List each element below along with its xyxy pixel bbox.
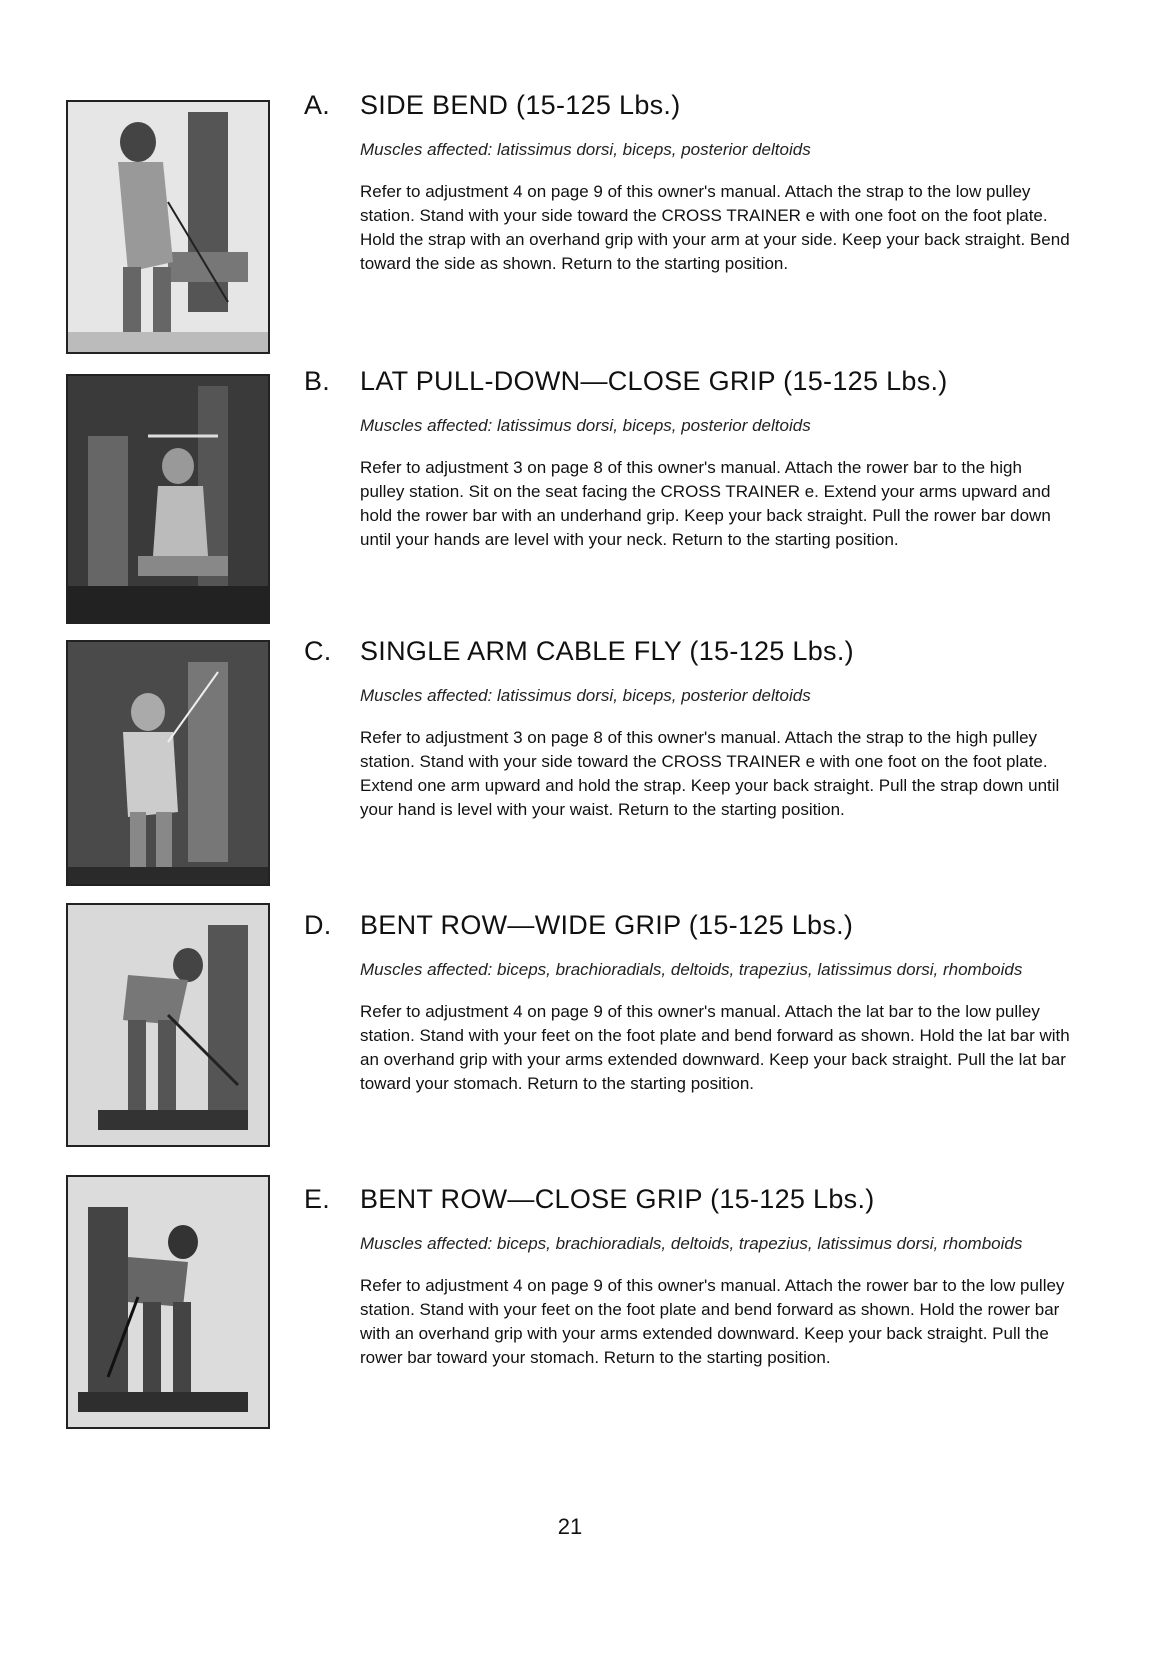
- photo-bent-row-close-grip: [66, 1175, 270, 1429]
- photo-lat-pull-down: [66, 374, 270, 624]
- muscles-affected: Muscles affected: latissimus dorsi, biceps, posterior deltoids: [360, 416, 811, 435]
- exercise-instructions: Refer to adjustment 4 on page 9 of this owner's manual. Attach the strap to the low pulley station. Stand with your side toward the CROSS TRAINER e with one foot on the foot plate. Hold the strap with an overhand grip with your arm at your side. Keep your back straight. Bend toward the side as shown. Return to the starting position.: [360, 182, 1070, 273]
- exercise-section-b: [304, 366, 1084, 552]
- exercise-letter: C.: [304, 636, 332, 666]
- muscles-affected: Muscles affected: biceps, brachioradials, deltoids, trapezius, latissimus dorsi, rhomboids: [360, 1234, 1023, 1253]
- photo-bent-row-wide-grip: [66, 903, 270, 1147]
- exercise-instructions: Refer to adjustment 3 on page 8 of this owner's manual. Attach the strap to the high pulley station. Stand with your side toward the CROSS TRAINER e with one foot on the foot plate. Extend one arm upward and hold the strap. Keep your back straight. Pull the strap down until your hand is level with your waist. Return to the starting position.: [360, 728, 1060, 819]
- exercise-heading: [304, 366, 1084, 406]
- exercise-title: BENT ROW—WIDE GRIP (15-125 Lbs.): [360, 910, 854, 940]
- muscles-affected: Muscles affected: latissimus dorsi, biceps, posterior deltoids: [360, 686, 811, 705]
- exercise-section-e: [304, 1184, 1084, 1370]
- exercise-letter: B.: [304, 366, 331, 396]
- page-number: 21: [557, 1514, 583, 1539]
- exercise-heading: [304, 90, 1084, 130]
- exercise-heading: [304, 636, 1084, 676]
- exercise-heading: [304, 1184, 1084, 1224]
- exercise-letter: D.: [304, 910, 332, 940]
- exercise-section-c: [304, 636, 1084, 822]
- exercise-title: BENT ROW—CLOSE GRIP (15-125 Lbs.): [360, 1184, 875, 1214]
- photo-side-bend: [66, 100, 270, 354]
- exercise-section-a: [304, 90, 1084, 276]
- exercise-title: LAT PULL-DOWN—CLOSE GRIP (15-125 Lbs.): [360, 366, 948, 396]
- muscles-affected: Muscles affected: latissimus dorsi, biceps, posterior deltoids: [360, 140, 811, 159]
- exercise-heading: [304, 910, 1084, 950]
- exercise-title: SINGLE ARM CABLE FLY (15-125 Lbs.): [360, 636, 854, 666]
- exercise-letter: A.: [304, 90, 331, 120]
- muscles-affected: Muscles affected: biceps, brachioradials, deltoids, trapezius, latissimus dorsi, rhomboids: [360, 960, 1023, 979]
- photo-single-arm-cable-fly: [66, 640, 270, 886]
- exercise-instructions: Refer to adjustment 3 on page 8 of this owner's manual. Attach the rower bar to the high pulley station. Sit on the seat facing the CROSS TRAINER e. Extend your arms upward and hold the rower bar with an underhand grip. Keep your back straight. Pull the rower bar down until your hands are level with your neck. Return to the starting position.: [360, 458, 1051, 549]
- exercise-letter: E.: [304, 1184, 331, 1214]
- exercise-instructions: Refer to adjustment 4 on page 9 of this owner's manual. Attach the rower bar to the low pulley station. Stand with your feet on the foot plate and bend forward as shown. Hold the rower bar with an overhand grip with your arms extended downward. Keep your back straight. Pull the rower bar toward your stomach. Return to the starting position.: [360, 1276, 1065, 1367]
- exercise-title: SIDE BEND (15-125 Lbs.): [360, 90, 681, 120]
- exercise-section-d: [304, 910, 1084, 1096]
- exercise-instructions: Refer to adjustment 4 on page 9 of this owner's manual. Attach the lat bar to the low pulley station. Stand with your feet on the foot plate and bend forward as shown. Hold the lat bar with an overhand grip with your arms extended downward. Keep your back straight. Pull the lat bar toward your stomach. Return to the starting position.: [360, 1002, 1070, 1093]
